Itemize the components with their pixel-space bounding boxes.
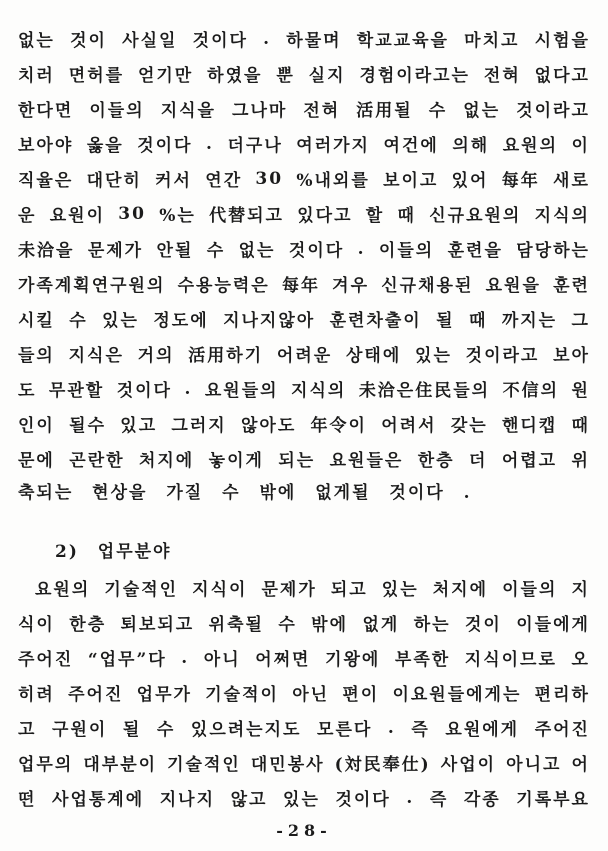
- section-heading: 2) 업무분야: [55, 542, 172, 562]
- p2-line-6: 업무의 대부분이 기술적인 대민봉사 (対民奉仕) 사업이 아니고 어: [18, 755, 590, 775]
- p2-line-7: 떤 사업통계에 지나지 않고 있는 것이다 . 즉 각종 기록부요: [18, 787, 590, 810]
- p1-line-9: 시킬 수 있는 정도에 지나지않아 훈련차출이 될 때 까지는 그: [18, 311, 590, 331]
- p1-line-8: 가족계획연구원의 수용능력은 每年 겨우 신규채용된 요원을 훈련: [18, 276, 590, 296]
- p1-line-3: 한다면 이들의 지식을 그나마 전혀 活用될 수 없는 것이라고: [18, 101, 590, 121]
- p1-line-14: 축되는 현상을 가질 수 밖에 없게될 것이다 .: [18, 483, 472, 503]
- p1-line-13: 문에 곤란한 처지에 놓이게 되는 요원들은 한층 더 어렵고 위: [18, 451, 590, 471]
- p2-line-1: 요원의 기술적인 지식이 문제가 되고 있는 처지에 이들의 지: [35, 580, 590, 600]
- p1-line-6: 운 요원이 30 %는 代替되고 있다고 할 때 신규요원의 지식의: [18, 203, 590, 226]
- p1-line-5: 직율은 대단히 커서 연간 30 %내외를 보이고 있어 每年 새로: [18, 168, 590, 191]
- page-number: -28-: [276, 821, 332, 840]
- p1-line-11: 도 무관할 것이다 . 요원들의 지식의 未洽은住民들의 不信의 원: [18, 378, 590, 401]
- p1-line-1: 없는 것이 사실일 것이다 . 하물며 학교교육을 마치고 시험을: [18, 28, 590, 51]
- p1-line-12: 인이 될수 있고 그러지 않아도 年令이 어려서 갖는 핸디캡 때: [18, 416, 590, 436]
- p1-line-4: 보아야 옳을 것이다 . 더구나 여러가지 여건에 의해 요원의 이: [18, 133, 590, 156]
- p2-line-3: 주어진 “업무”다 . 아니 어쩌면 기왕에 부족한 지식이므로 오: [18, 647, 590, 670]
- p1-line-2: 치러 면허를 얻기만 하였을 뿐 실지 경험이라고는 전혀 없다고: [18, 66, 590, 86]
- p2-line-2: 식이 한층 퇴보되고 위축될 수 밖에 없게 하는 것이 이들에게: [18, 615, 590, 635]
- p2-line-4: 히려 주어진 업무가 기술적이 아닌 편이 이요원들에게는 편리하: [18, 685, 590, 705]
- p1-line-7: 未洽을 문제가 안될 수 없는 것이다 . 이들의 훈련을 담당하는: [18, 238, 590, 261]
- p1-line-10: 들의 지식은 거의 活用하기 어려운 상태에 있는 것이라고 보아: [18, 346, 590, 366]
- p2-line-5: 고 구원이 될 수 있으려는지도 모른다 . 즉 요원에게 주어진: [18, 717, 590, 740]
